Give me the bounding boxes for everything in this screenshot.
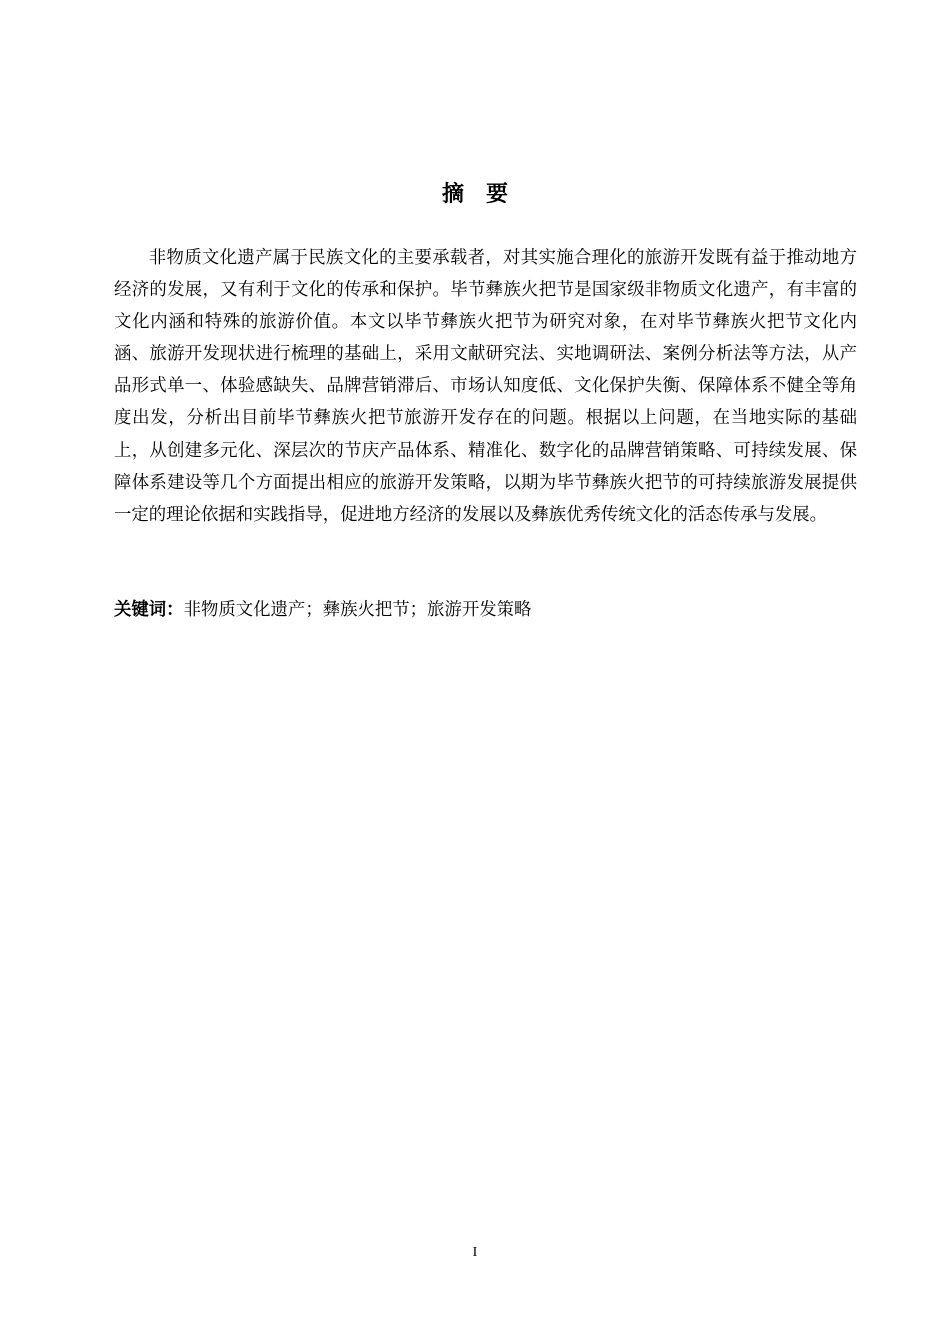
keywords-value: 非物质文化遗产；彝族火把节；旅游开发策略 bbox=[183, 600, 532, 620]
page-number: I bbox=[472, 1245, 478, 1260]
abstract-title bbox=[0, 178, 950, 212]
abstract-title-part2: 要 bbox=[486, 182, 509, 207]
keywords-label: 关键词： bbox=[114, 600, 184, 620]
abstract-title-part1: 摘 bbox=[441, 182, 464, 207]
abstract-body: 非物质文化遗产属于民族文化的主要承载者，对其实施合理化的旅游开发既有益于推动地方经济的发展，又有利于文化的传承和保护。毕节彝族火把节是国家级非物质文化遗产，有丰富的文化内涵和特殊的旅游价值。本文以毕节彝族火把节为研究对象，在对毕节彝族火把节文化内涵、旅游开发现状进行梳理的基础上，采用文献研究法、实地调研法、案例分析法等方法，从产品形式单一、体验感缺失、品牌营销滞后、市场认知度低、文化保护失衡、保障体系不健全等角度出发，分析出目前毕节彝族火把节旅游开发存在的问题。根据以上问题，在当地实际的基础上，从创建多元化、深层次的节庆产品体系、精准化、数字化的品牌营销策略、可持续发展、保障体系建设等几个方面提出相应的旅游开发策略，以期为毕节彝族火把节的可持续旅游发展提供一定的理论依据和实践指导，促进地方经济的发展以及彝族优秀传统文化的活态传承与发展。 bbox=[114, 248, 857, 525]
keywords-line bbox=[114, 594, 531, 626]
